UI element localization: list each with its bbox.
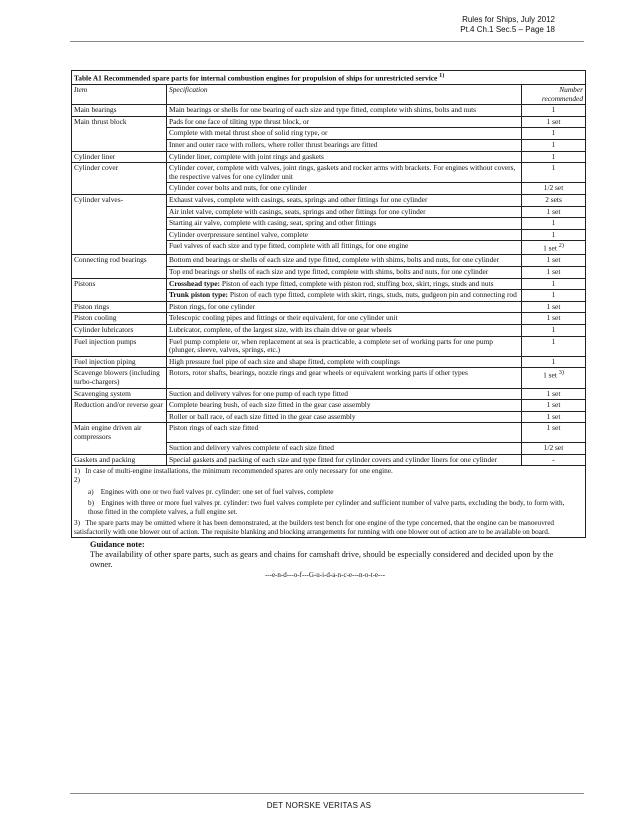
row-number-value: 1 set: [546, 116, 561, 126]
row-number: [522, 241, 586, 255]
row-spec-text: Suction and delivery valves complete of each size fitted: [169, 443, 334, 453]
table-row: [72, 241, 586, 255]
table-row: [72, 151, 586, 163]
row-spec: [167, 388, 522, 400]
footer-rule: [70, 793, 584, 794]
table-row: [72, 336, 586, 356]
table-row: [72, 206, 586, 218]
guidance-title: Guidance note:: [90, 540, 145, 549]
row-item: Cylinder cover: [72, 163, 167, 183]
row-number-value: 1: [551, 163, 556, 173]
row-spec: [167, 267, 522, 279]
table-row: [72, 313, 586, 325]
table-row: [72, 325, 586, 337]
row-spec-text: Lubricator, complete, of the largest size, with its chain drive or gear wheels: [169, 325, 392, 334]
row-item: Piston rings: [72, 301, 167, 313]
row-number: [522, 195, 586, 207]
table-row: [72, 105, 586, 117]
row-item: [72, 218, 167, 230]
row-item: Connecting rod bearings: [72, 255, 167, 267]
row-number-value: 1: [551, 356, 556, 366]
row-spec: [167, 313, 522, 325]
row-item: [72, 140, 167, 152]
table-row: [72, 163, 586, 183]
row-number: [522, 423, 586, 443]
row-number-value: 1 set: [546, 255, 561, 265]
row-number: [522, 388, 586, 400]
row-spec: [167, 368, 522, 388]
row-spec-text: Complete with metal thrust shoe of solid ring type, or: [169, 128, 328, 138]
table-row: [72, 301, 586, 313]
row-number-footnote: 2): [558, 243, 564, 250]
row-spec-text: Air inlet valve, complete with casings, seats, springs and other fittings for one cylinder: [169, 206, 426, 216]
row-item: Main bearings: [72, 105, 167, 117]
row-spec: [167, 218, 522, 230]
header-section: Pt.4 Ch.1 Sec.5 – Page 18: [460, 25, 555, 34]
row-number-value: 1: [551, 229, 556, 239]
row-number: [522, 105, 586, 117]
row-spec: [167, 454, 522, 466]
table-row: [72, 267, 586, 279]
header-rules: Rules for Ships, July 2012: [462, 15, 555, 24]
row-number: [522, 290, 586, 302]
row-item: [72, 206, 167, 218]
row-item: [72, 128, 167, 140]
row-spec: [167, 116, 522, 128]
row-number: [522, 128, 586, 140]
row-number-value: 1/2 set: [543, 183, 564, 193]
row-number-value: 1: [551, 140, 556, 150]
table-row: [72, 128, 586, 140]
row-number: [522, 140, 586, 152]
row-item: Piston cooling: [72, 313, 167, 325]
row-number: [522, 336, 586, 356]
row-spec-text: Top end bearings or shells of each size and type fitted, complete with shims, bolts and nuts, for one cylinder: [169, 267, 489, 277]
row-number: [522, 278, 586, 290]
footer: DET NORSKE VERITAS AS: [266, 801, 372, 810]
row-number-value: 1 set: [543, 243, 557, 253]
row-spec-text: Cylinder liner, complete with joint rings and gaskets: [169, 151, 324, 161]
table-title-row: [72, 71, 586, 85]
table-row: [72, 368, 586, 388]
row-number-value: 1: [551, 151, 556, 161]
row-spec: [167, 411, 522, 423]
row-number: [522, 400, 586, 412]
row-spec-text: Special gaskets and packing of each size and type fitted for cylinder covers and cylinder liners for one cylinder: [169, 454, 497, 464]
note-2b: b) Engines with three or more fuel valves pr. cylinder: two fuel valves complete per cylinder and sufficient number of valve parts, excluding the body, to form with, those fitted in the complete valves, a full engine set.: [88, 499, 565, 516]
row-spec: [167, 325, 522, 337]
col-spec-header: Specification: [167, 85, 522, 105]
row-number-value: 1: [551, 336, 556, 346]
row-spec-text: Cylinder overpressure sentinel valve, complete: [169, 229, 308, 239]
guidance-text: The availability of other spare parts, such as gears and chains for camshaft drive, should be especially considered and decided upon by the owner.: [90, 550, 554, 569]
row-spec: [167, 128, 522, 140]
note-3: 3) The spare parts may be omitted where it has been demonstrated, at the builders test bench for one engine of the type concerned, that the engine can be manoeuvred satisfactorily with one blower out of action. The requisite blanking and blocking arrangements for running with one blower out of action are to be available on board.: [74, 519, 554, 536]
row-number-value: 1 set: [546, 301, 561, 311]
row-number: [522, 206, 586, 218]
row-item: [72, 183, 167, 195]
row-item: Cylinder lubricators: [72, 325, 167, 337]
row-number: [522, 454, 586, 466]
row-item: [72, 290, 167, 302]
row-item: Main engine driven air compressors: [72, 423, 167, 443]
row-spec-text: Complete bearing bush, of each size fitted in the gear case assembly: [169, 400, 371, 410]
row-number-value: 1 set: [546, 313, 561, 323]
row-number-value: 1: [551, 105, 556, 115]
row-item: Cylinder liner: [72, 151, 167, 163]
row-spec: [167, 105, 522, 117]
table-row: [72, 423, 586, 443]
row-number: [522, 116, 586, 128]
table-title: Table A1 Recommended spare parts for internal combustion engines for propulsion of ships for unrestricted service $^{1)}$: [72, 71, 586, 85]
row-number: [522, 255, 586, 267]
row-number: [522, 163, 586, 183]
row-spec: [167, 255, 522, 267]
row-spec: [167, 336, 522, 356]
row-number-value: 1/2 set: [543, 443, 564, 453]
row-spec: [167, 183, 522, 195]
row-spec: [167, 290, 522, 302]
row-number-value: 1 set: [546, 267, 561, 277]
row-number-value: 1: [551, 218, 556, 228]
note-2: 2): [74, 475, 80, 484]
row-number-value: -: [552, 454, 555, 464]
row-item: [72, 411, 167, 423]
table-row: [72, 229, 586, 241]
row-number-value: 2 sets: [545, 195, 562, 204]
col-item-header: Item: [72, 85, 167, 105]
row-item: [72, 267, 167, 279]
notes-row: [72, 466, 586, 538]
row-spec: [167, 400, 522, 412]
note-1: 1) In case of multi-engine installations, the minimum recommended spares are only necessary for one engine.: [74, 467, 393, 476]
row-spec-text: Piston of each type fitted, complete with skirt, rings, studs, nuts, gudgeon pin and connecting rod: [228, 290, 517, 300]
row-item: [72, 443, 167, 455]
row-item: Main thrust block: [72, 116, 167, 128]
row-number: [522, 368, 586, 388]
row-item: Reduction and/or reverse gear: [72, 400, 167, 412]
row-spec-text: Cylinder cover, complete with valves, joint rings, gaskets and rocker arms with brackets. For engines without covers, the respective valves for one cylinder unit: [169, 163, 516, 181]
table-row: [72, 195, 586, 207]
header-rule: [70, 41, 584, 42]
row-item: Gaskets and packing: [72, 454, 167, 466]
spare-parts-table: [71, 70, 586, 538]
row-number-footnote: 3): [558, 370, 564, 377]
row-number: [522, 356, 586, 368]
row-number: [522, 229, 586, 241]
row-item: [72, 229, 167, 241]
row-spec-text: Telescopic cooling pipes and fittings or their equivalent, for one cylinder unit: [169, 313, 398, 323]
row-number: [522, 151, 586, 163]
row-item: Scavenge blowers (including turbo-chargers): [72, 368, 167, 388]
table-row: [72, 255, 586, 267]
col-number-header: Number recommended: [522, 85, 586, 105]
row-spec-type: Trunk piston type:: [169, 290, 229, 300]
row-item: Scavenging system: [72, 388, 167, 400]
table-row: [72, 411, 586, 423]
table-header-row: [72, 85, 586, 105]
row-spec: [167, 443, 522, 455]
row-spec-text: Bottom end bearings or shells of each size and type fitted, complete with shims, bolts and nuts, for one cylinder: [169, 255, 500, 265]
row-number-value: 1: [551, 278, 556, 288]
row-number-value: 1 set: [546, 206, 561, 216]
row-spec-text: Piston of each type fitted, complete with piston rod, stuffing box, skirt, rings, studs and nuts: [219, 278, 494, 288]
row-number: [522, 411, 586, 423]
row-number: [522, 325, 586, 337]
row-spec-text: Rotors, rotor shafts, bearings, nozzle rings and gear wheels or equivalent working parts if other types: [169, 368, 468, 378]
row-spec-text: High pressure fuel pipe of each size and shape fitted, complete with couplings: [169, 356, 400, 366]
table-row: [72, 454, 586, 466]
row-number: [522, 443, 586, 455]
row-spec-text: Roller or ball race, of each size fitted in the gear case assembly: [169, 411, 356, 421]
row-spec: [167, 356, 522, 368]
row-number-value: 1: [551, 325, 556, 334]
row-number-value: 1 set: [546, 423, 561, 433]
row-number: [522, 183, 586, 195]
row-number: [522, 301, 586, 313]
row-item: Cylinder valves-: [72, 195, 167, 207]
guidance-note: [90, 540, 560, 580]
row-spec: [167, 151, 522, 163]
table-row: [72, 290, 586, 302]
row-spec-text: Exhaust valves, complete with casings, seats, springs and other fittings for one cylinder: [169, 195, 428, 204]
row-spec: [167, 241, 522, 255]
row-number: [522, 313, 586, 325]
row-item: Fuel injection piping: [72, 356, 167, 368]
row-spec: [167, 278, 522, 290]
row-spec: [167, 301, 522, 313]
row-spec: [167, 195, 522, 207]
table-row: [72, 183, 586, 195]
table-row: [72, 116, 586, 128]
table-row: [72, 400, 586, 412]
page-header: [460, 15, 555, 35]
row-spec: [167, 423, 522, 443]
row-spec-text: Fuel pump complete or, when replacement at sea is practicable, a complete set of working parts for one pump (plunger, sleeve, valves, springs, etc.): [169, 336, 493, 355]
table-row: [72, 443, 586, 455]
row-spec-type: Crosshead type:: [169, 278, 220, 288]
row-spec-text: Suction and delivery valves for one pump of each type fitted: [169, 388, 348, 398]
row-spec-text: Piston rings, for one cylinder: [169, 301, 256, 311]
row-number-value: 1: [551, 128, 556, 138]
row-spec-text: Starting air valve, complete with casing, seat, spring and other fittings: [169, 218, 377, 228]
row-spec-text: Pads for one face of tilting type thrust block, or: [169, 116, 309, 126]
row-spec: [167, 140, 522, 152]
table-row: [72, 278, 586, 290]
row-item: Fuel injection pumps: [72, 336, 167, 356]
row-number: [522, 218, 586, 230]
table-row: [72, 356, 586, 368]
guidance-end: ---e-n-d---o-f---G-u-i-d-a-n-c-e---n-o-t-e---: [264, 571, 386, 579]
row-spec: [167, 229, 522, 241]
row-spec-text: Piston rings of each size fitted: [169, 423, 259, 433]
table-row: [72, 218, 586, 230]
note-2a: a) Engines with one or two fuel valves pr. cylinder: one set of fuel valves, complete: [88, 488, 334, 497]
row-spec-text: Fuel valves of each size and type fitted, complete with all fittings, for one engine: [169, 241, 409, 251]
row-number-value: 1 set: [543, 370, 557, 380]
table-row: [72, 140, 586, 152]
row-item: Pistons: [72, 278, 167, 290]
row-spec-text: Main bearings or shells for one bearing of each size and type fitted, complete with shims, bolts and nuts: [169, 105, 477, 115]
row-spec: [167, 163, 522, 183]
table-row: [72, 388, 586, 400]
row-spec-text: Cylinder cover bolts and nuts, for one cylinder: [169, 183, 307, 193]
row-number: [522, 267, 586, 279]
row-number-value: 1 set: [546, 388, 561, 398]
row-number-value: 1 set: [546, 411, 561, 421]
table-notes: [72, 466, 586, 538]
row-number-value: 1: [551, 290, 556, 300]
row-spec-text: Inner and outer race with rollers, where roller thrust bearings are fitted: [169, 140, 378, 150]
row-number-value: 1 set: [546, 400, 561, 410]
row-item: [72, 241, 167, 255]
row-spec: [167, 206, 522, 218]
